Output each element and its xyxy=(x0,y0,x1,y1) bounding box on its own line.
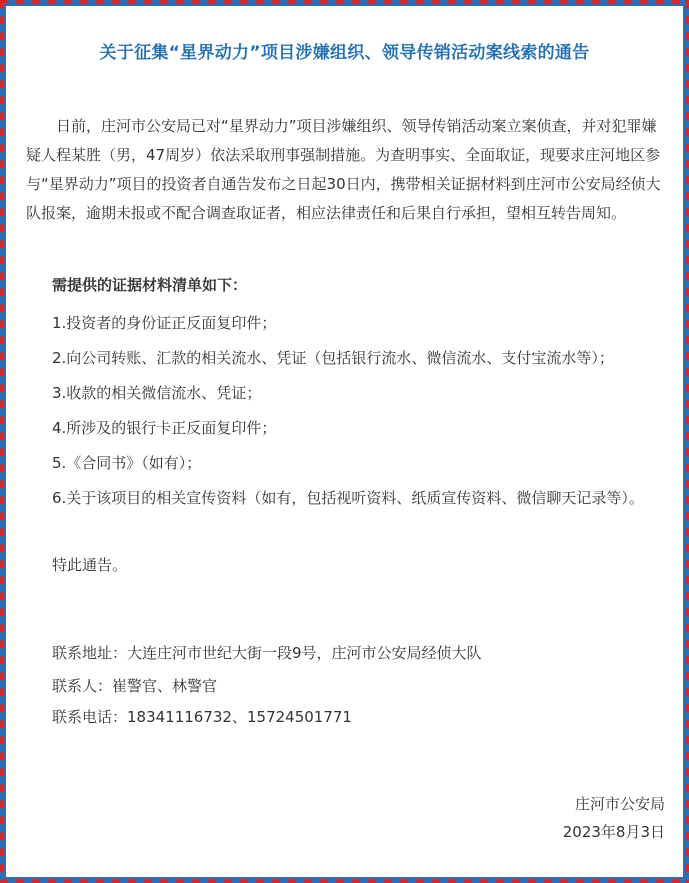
contact-address: 联系地址：大连庄河市世纪大街一段9号，庄河市公安局经侦大队 xyxy=(52,644,482,662)
closing-text: 特此通告。 xyxy=(52,556,128,574)
list-item: 1.投资者的身份证正反面复印件； xyxy=(52,314,277,332)
intro-block xyxy=(26,112,666,228)
border-bottom xyxy=(0,879,689,883)
notice-title: 关于征集“星界动力”项目涉嫌组织、领导传销活动案线索的通告 xyxy=(99,43,590,63)
signature-date: 2023年8月3日 xyxy=(562,823,665,841)
contact-person: 联系人：崔警官、林警官 xyxy=(52,677,218,695)
contact-phone: 联系电话：18341116732、15724501771 xyxy=(52,708,352,726)
list-item: 6.关于该项目的相关宣传资料（如有，包括视听资料、纸质宣传资料、微信聊天记录等）。 xyxy=(52,489,644,507)
intro-paragraph xyxy=(26,112,666,228)
signature-org: 庄河市公安局 xyxy=(574,795,665,813)
evidence-list xyxy=(52,309,666,519)
border-right xyxy=(685,0,689,883)
list-item: 5.《合同书》（如有）； xyxy=(52,454,202,472)
list-item: 3.收款的相关微信流水、凭证； xyxy=(52,384,262,402)
list-item: 2.向公司转账、汇款的相关流水、凭证（包括银行流水、微信流水、支付宝流水等）； xyxy=(52,349,614,367)
intro-text: 日前，庄河市公安局已对“星界动力”项目涉嫌组织、领导传销活动案立案侦查，并对犯罪嫌疑人程某胜（男，47周岁）依法采取刑事强制措施。为查明事实、全面取证，现要求庄河地区参与“星界动力”项目的投资者自通告发布之日起30日内，携带相关证据材料到庄河市公安局经侦大队报案，逾期未报或不配合调查取证者，相应法律责任和后果自行承担，望相互转告周知。 xyxy=(26,117,661,222)
list-item: 4.所涉及的银行卡正反面复印件； xyxy=(52,419,277,437)
list-heading: 需提供的证据材料清单如下： xyxy=(52,276,248,294)
